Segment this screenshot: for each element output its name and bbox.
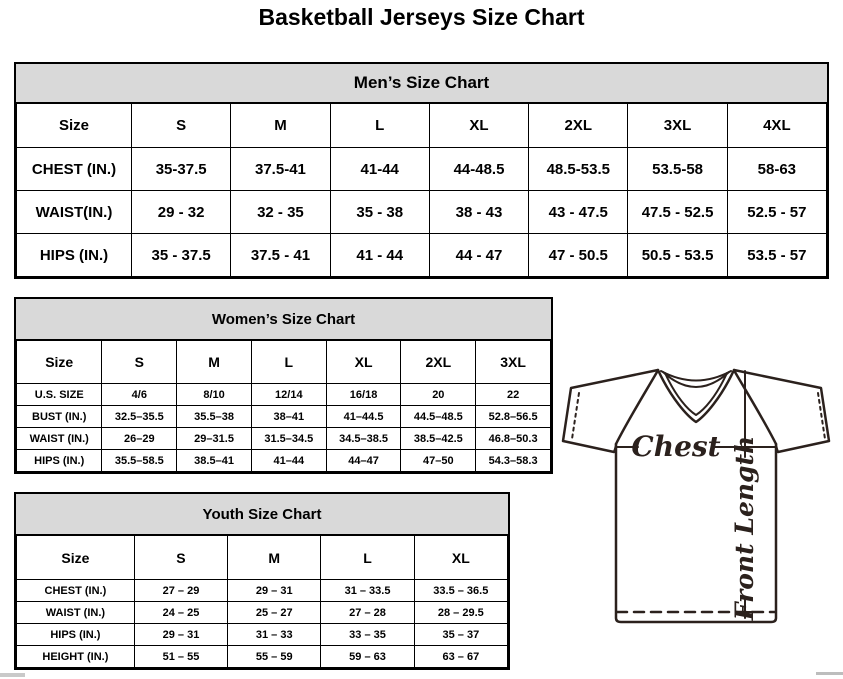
table-cell: 47–50 bbox=[401, 450, 476, 472]
table-row bbox=[17, 384, 551, 406]
jersey-outline bbox=[563, 370, 829, 622]
mens-table bbox=[16, 103, 827, 277]
row-label: HEIGHT (IN.) bbox=[17, 646, 135, 668]
table-cell: 33.5 – 36.5 bbox=[414, 580, 507, 602]
table-cell: 43 - 47.5 bbox=[529, 191, 628, 234]
table-cell: 22 bbox=[476, 384, 551, 406]
table-row bbox=[17, 428, 551, 450]
column-header: M bbox=[228, 536, 321, 580]
table-cell: 46.8–50.3 bbox=[476, 428, 551, 450]
row-label: WAIST (IN.) bbox=[17, 428, 102, 450]
table-cell: 52.8–56.5 bbox=[476, 406, 551, 428]
column-header: XL bbox=[414, 536, 507, 580]
table-cell: 26–29 bbox=[102, 428, 177, 450]
table-cell: 29 – 31 bbox=[228, 580, 321, 602]
table-cell: 44 - 47 bbox=[429, 234, 528, 277]
table-row bbox=[17, 450, 551, 472]
cropped-element-bottom-left bbox=[0, 673, 25, 677]
womens-size-table bbox=[14, 297, 553, 474]
table-cell: 37.5-41 bbox=[231, 148, 330, 191]
table-cell: 63 – 67 bbox=[414, 646, 507, 668]
table-row bbox=[17, 234, 827, 277]
column-header: XL bbox=[326, 341, 401, 384]
collar-inner-v bbox=[665, 373, 727, 415]
table-cell: 31 – 33 bbox=[228, 624, 321, 646]
table-cell: 38.5–41 bbox=[177, 450, 252, 472]
row-label: CHEST (IN.) bbox=[17, 580, 135, 602]
table-cell: 41 - 44 bbox=[330, 234, 429, 277]
size-header-row bbox=[17, 536, 508, 580]
size-header-row bbox=[17, 104, 827, 148]
cropped-element-bottom-right bbox=[816, 672, 843, 675]
table-cell: 28 – 29.5 bbox=[414, 602, 507, 624]
column-header: M bbox=[177, 341, 252, 384]
table-cell: 24 – 25 bbox=[134, 602, 227, 624]
column-header: 2XL bbox=[401, 341, 476, 384]
table-cell: 35 - 38 bbox=[330, 191, 429, 234]
table-cell: 47 - 50.5 bbox=[529, 234, 628, 277]
table-row bbox=[17, 602, 508, 624]
table-cell: 35-37.5 bbox=[132, 148, 231, 191]
table-row bbox=[17, 406, 551, 428]
table-cell: 33 – 35 bbox=[321, 624, 414, 646]
jersey-measurement-diagram bbox=[555, 300, 843, 640]
table-cell: 58-63 bbox=[727, 148, 826, 191]
table-cell: 38.5–42.5 bbox=[401, 428, 476, 450]
row-label: CHEST (IN.) bbox=[17, 148, 132, 191]
column-header: 3XL bbox=[476, 341, 551, 384]
row-label: HIPS (IN.) bbox=[17, 234, 132, 277]
mens-table-title: Men’s Size Chart bbox=[16, 64, 827, 103]
column-header: L bbox=[251, 341, 326, 384]
row-label: HIPS (IN.) bbox=[17, 450, 102, 472]
table-cell: 29 - 32 bbox=[132, 191, 231, 234]
column-header: L bbox=[330, 104, 429, 148]
row-label: U.S. SIZE bbox=[17, 384, 102, 406]
row-label: WAIST (IN.) bbox=[17, 602, 135, 624]
table-cell: 44–47 bbox=[326, 450, 401, 472]
table-row bbox=[17, 580, 508, 602]
column-header: 2XL bbox=[529, 104, 628, 148]
row-label: BUST (IN.) bbox=[17, 406, 102, 428]
table-cell: 53.5 - 57 bbox=[727, 234, 826, 277]
chest-label: Chest bbox=[631, 430, 721, 463]
column-header: 4XL bbox=[727, 104, 826, 148]
youth-table-title: Youth Size Chart bbox=[16, 494, 508, 535]
table-cell: 41–44.5 bbox=[326, 406, 401, 428]
table-cell: 44.5–48.5 bbox=[401, 406, 476, 428]
table-cell: 51 – 55 bbox=[134, 646, 227, 668]
corner-header: Size bbox=[17, 341, 102, 384]
table-cell: 31.5–34.5 bbox=[251, 428, 326, 450]
table-cell: 44-48.5 bbox=[429, 148, 528, 191]
table-cell: 25 – 27 bbox=[228, 602, 321, 624]
table-cell: 41–44 bbox=[251, 450, 326, 472]
table-cell: 27 – 28 bbox=[321, 602, 414, 624]
table-cell: 48.5-53.5 bbox=[529, 148, 628, 191]
column-header: 3XL bbox=[628, 104, 727, 148]
column-header: S bbox=[102, 341, 177, 384]
womens-table bbox=[16, 340, 551, 472]
row-label: HIPS (IN.) bbox=[17, 624, 135, 646]
table-cell: 31 – 33.5 bbox=[321, 580, 414, 602]
table-row bbox=[17, 624, 508, 646]
table-cell: 59 – 63 bbox=[321, 646, 414, 668]
table-cell: 54.3–58.3 bbox=[476, 450, 551, 472]
table-cell: 20 bbox=[401, 384, 476, 406]
table-cell: 32 - 35 bbox=[231, 191, 330, 234]
table-cell: 35 – 37 bbox=[414, 624, 507, 646]
table-cell: 4/6 bbox=[102, 384, 177, 406]
table-cell: 29 – 31 bbox=[134, 624, 227, 646]
right-armhole-seam bbox=[735, 372, 776, 444]
table-cell: 41-44 bbox=[330, 148, 429, 191]
column-header: XL bbox=[429, 104, 528, 148]
table-cell: 47.5 - 52.5 bbox=[628, 191, 727, 234]
youth-table bbox=[16, 535, 508, 668]
table-cell: 38–41 bbox=[251, 406, 326, 428]
corner-header: Size bbox=[17, 104, 132, 148]
table-cell: 32.5–35.5 bbox=[102, 406, 177, 428]
table-row bbox=[17, 148, 827, 191]
table-cell: 29–31.5 bbox=[177, 428, 252, 450]
corner-header: Size bbox=[17, 536, 135, 580]
table-cell: 38 - 43 bbox=[429, 191, 528, 234]
mens-size-table bbox=[14, 62, 829, 279]
column-header: S bbox=[132, 104, 231, 148]
table-cell: 27 – 29 bbox=[134, 580, 227, 602]
table-cell: 55 – 59 bbox=[228, 646, 321, 668]
column-header: L bbox=[321, 536, 414, 580]
page-title: Basketball Jerseys Size Chart bbox=[258, 4, 585, 30]
table-row bbox=[17, 191, 827, 234]
table-cell: 35 - 37.5 bbox=[132, 234, 231, 277]
womens-table-title: Women’s Size Chart bbox=[16, 299, 551, 340]
table-cell: 35.5–58.5 bbox=[102, 450, 177, 472]
table-cell: 35.5–38 bbox=[177, 406, 252, 428]
table-row bbox=[17, 646, 508, 668]
column-header: S bbox=[134, 536, 227, 580]
size-header-row bbox=[17, 341, 551, 384]
table-cell: 37.5 - 41 bbox=[231, 234, 330, 277]
table-cell: 34.5–38.5 bbox=[326, 428, 401, 450]
table-cell: 12/14 bbox=[251, 384, 326, 406]
table-cell: 53.5-58 bbox=[628, 148, 727, 191]
table-cell: 8/10 bbox=[177, 384, 252, 406]
table-cell: 52.5 - 57 bbox=[727, 191, 826, 234]
left-cuff-stitch-line bbox=[572, 393, 579, 439]
front-length-label: Front Length bbox=[730, 435, 759, 621]
youth-size-table bbox=[14, 492, 510, 670]
row-label: WAIST(IN.) bbox=[17, 191, 132, 234]
table-cell: 16/18 bbox=[326, 384, 401, 406]
column-header: M bbox=[231, 104, 330, 148]
table-cell: 50.5 - 53.5 bbox=[628, 234, 727, 277]
